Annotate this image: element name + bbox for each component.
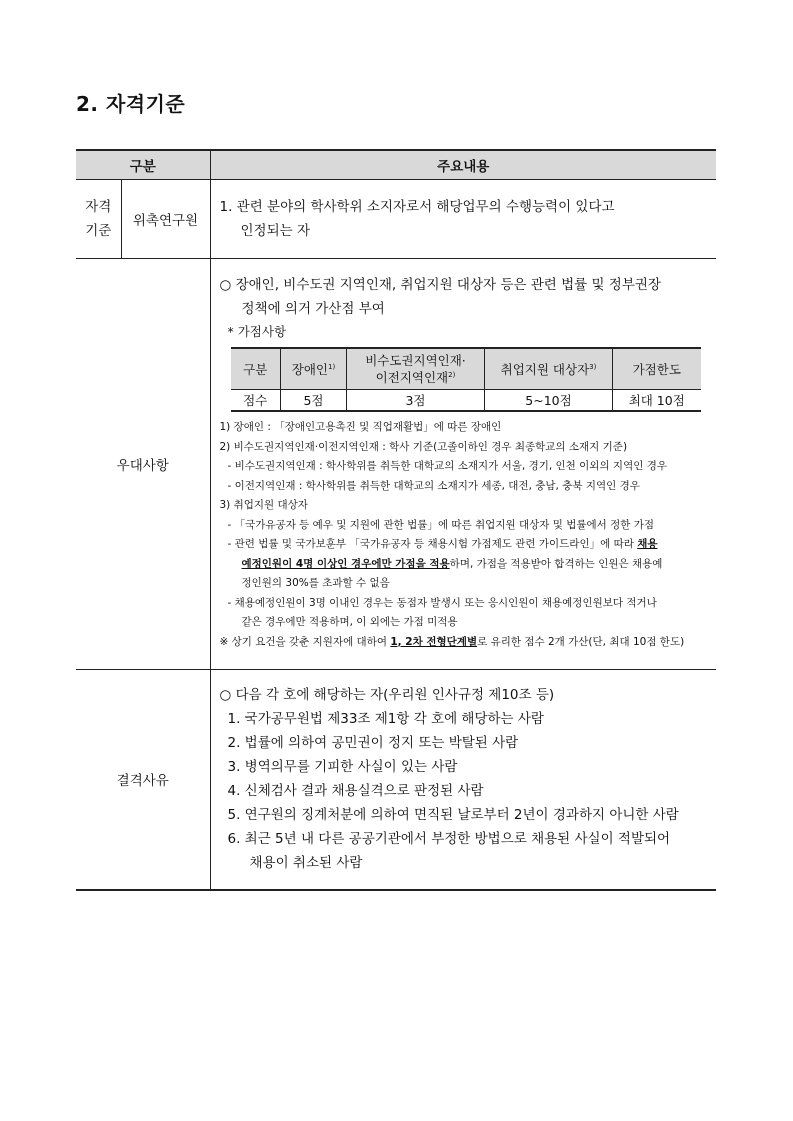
disqualification-item: 6. 최근 5년 내 다른 공공기관에서 부정한 방법으로 채용된 사실이 적발되어 [227, 831, 671, 848]
qualification-content [210, 180, 716, 259]
note-3b-cont: 예정인원이 4명 이상인 경우에만 가점을 적용하며, 가점을 적용받아 합격하는 인원은 채용예 [241, 557, 663, 570]
bonus-points-table [231, 347, 701, 412]
preference-category: 우대사항 [76, 259, 210, 670]
bonus-table-header [231, 348, 701, 390]
summary-note: ※ 상기 요건을 갖춘 지원자에 대하여 1, 2차 전형단계별로 유리한 점수 2개 가산(단, 최대 10점 한도) [219, 635, 685, 648]
page-title: 2. 자격기준 [76, 92, 186, 116]
disqualification-content [210, 670, 716, 890]
qualification-category: 자격 기준 [76, 180, 121, 259]
disqualification-item: 2. 법률에 의하여 공민권이 정지 또는 박탈된 사람 [227, 735, 519, 752]
disqualification-row [76, 670, 716, 890]
note-2: 2) 비수도권지역인재·이전지역인재 : 학사 기준(고졸이하인 경우 최종학교의 소재지 기준) [219, 440, 628, 453]
bonus-header-regional: 비수도권지역인재· 이전지역인재$^{2)}$ [347, 348, 485, 390]
disqualification-intro: ○ 다음 각 호에 해당하는 자(우리원 인사규정 제10조 등) [219, 687, 555, 704]
note-3a: - 「국가유공자 등 예우 및 지원에 관한 법률」에 따른 취업지원 대상자 및 법률에서 정한 가점 [227, 518, 655, 531]
bonus-header-limit: 가점한도 [613, 348, 701, 390]
note-3c-cont: 같은 경우에만 적용하며, 이 외에는 가점 미적용 [241, 616, 458, 628]
note-3: 3) 취업지원 대상자 [219, 499, 308, 511]
bonus-cell-gubun: 점수 [231, 390, 281, 412]
qualification-item-1-cont: 인정되는 자 [240, 223, 310, 239]
note-3c: - 채용예정인원이 3명 이내인 경우는 동점자 발생시 또는 응시인원이 채용예정인원보다 적거나 [227, 596, 657, 609]
bonus-header-gubun: 구분 [231, 348, 281, 390]
preference-content [210, 259, 716, 670]
disqualification-category: 결격사유 [76, 670, 210, 890]
preference-row [76, 259, 716, 670]
note-1: 1) 장애인 : 「장애인고용촉진 및 직업재활법」에 따른 장애인 [219, 421, 502, 433]
qualification-row [76, 180, 716, 259]
preference-bullet-1: ○ 장애인, 비수도권 지역인재, 취업지원 대상자 등은 관련 법률 및 정부권장 [219, 277, 661, 293]
qualification-item-1: 1. 관련 분야의 학사학위 소지자로서 해당업무의 수행능력이 있다고 [219, 199, 615, 215]
bonus-cell-employ: 5~10점 [485, 390, 613, 412]
header-content: 주요내용 [210, 150, 716, 180]
disqualification-item: 4. 신체검사 결과 채용실격으로 판정된 사람 [227, 783, 484, 800]
bonus-cell-limit: 최대 10점 [613, 390, 701, 412]
header-category: 구분 [76, 150, 210, 180]
preference-bullet-1-cont: 정책에 의거 가산점 부여 [241, 301, 385, 317]
bonus-header-employ: 취업지원 대상자$^{3)}$ [485, 348, 613, 390]
bonus-points-label: * 가점사항 [227, 324, 287, 339]
note-2b: - 이전지역인재 : 학사학위를 취득한 대학교의 소재지가 세종, 대전, 충남, 충북 지역인 경우 [227, 479, 640, 492]
disqualification-item-6-cont: 채용이 취소된 사람 [249, 855, 363, 872]
note-2a: - 비수도권지역인재 : 학사학위를 취득한 대학교의 소재지가 서울, 경기, 인천 이외의 지역인 경우 [227, 460, 667, 472]
table-header-row [76, 150, 716, 180]
qualification-table [76, 149, 716, 891]
note-3b-cont2: 정인원의 30%를 초과할 수 없음 [241, 577, 390, 589]
note-3b: - 관련 법률 및 국가보훈부 「국가유공자 등 채용시험 가점제도 관련 가이드라인」에 따라 채용 [227, 538, 658, 550]
bonus-table-row [231, 390, 701, 412]
disqualification-item: 5. 연구원의 징계처분에 의하여 면직된 날로부터 2년이 경과하지 아니한 사람 [227, 807, 679, 824]
disqualification-item: 1. 국가공무원법 제33조 제1항 각 호에 해당하는 사람 [227, 711, 544, 728]
bonus-header-disabled: 장애인$^{1)}$ [281, 348, 347, 390]
bonus-cell-regional: 3점 [347, 390, 485, 412]
qualification-subcategory: 위촉연구원 [121, 180, 210, 259]
bonus-cell-disabled: 5점 [281, 390, 347, 412]
disqualification-item: 3. 병역의무를 기피한 사실이 있는 사람 [227, 759, 458, 776]
